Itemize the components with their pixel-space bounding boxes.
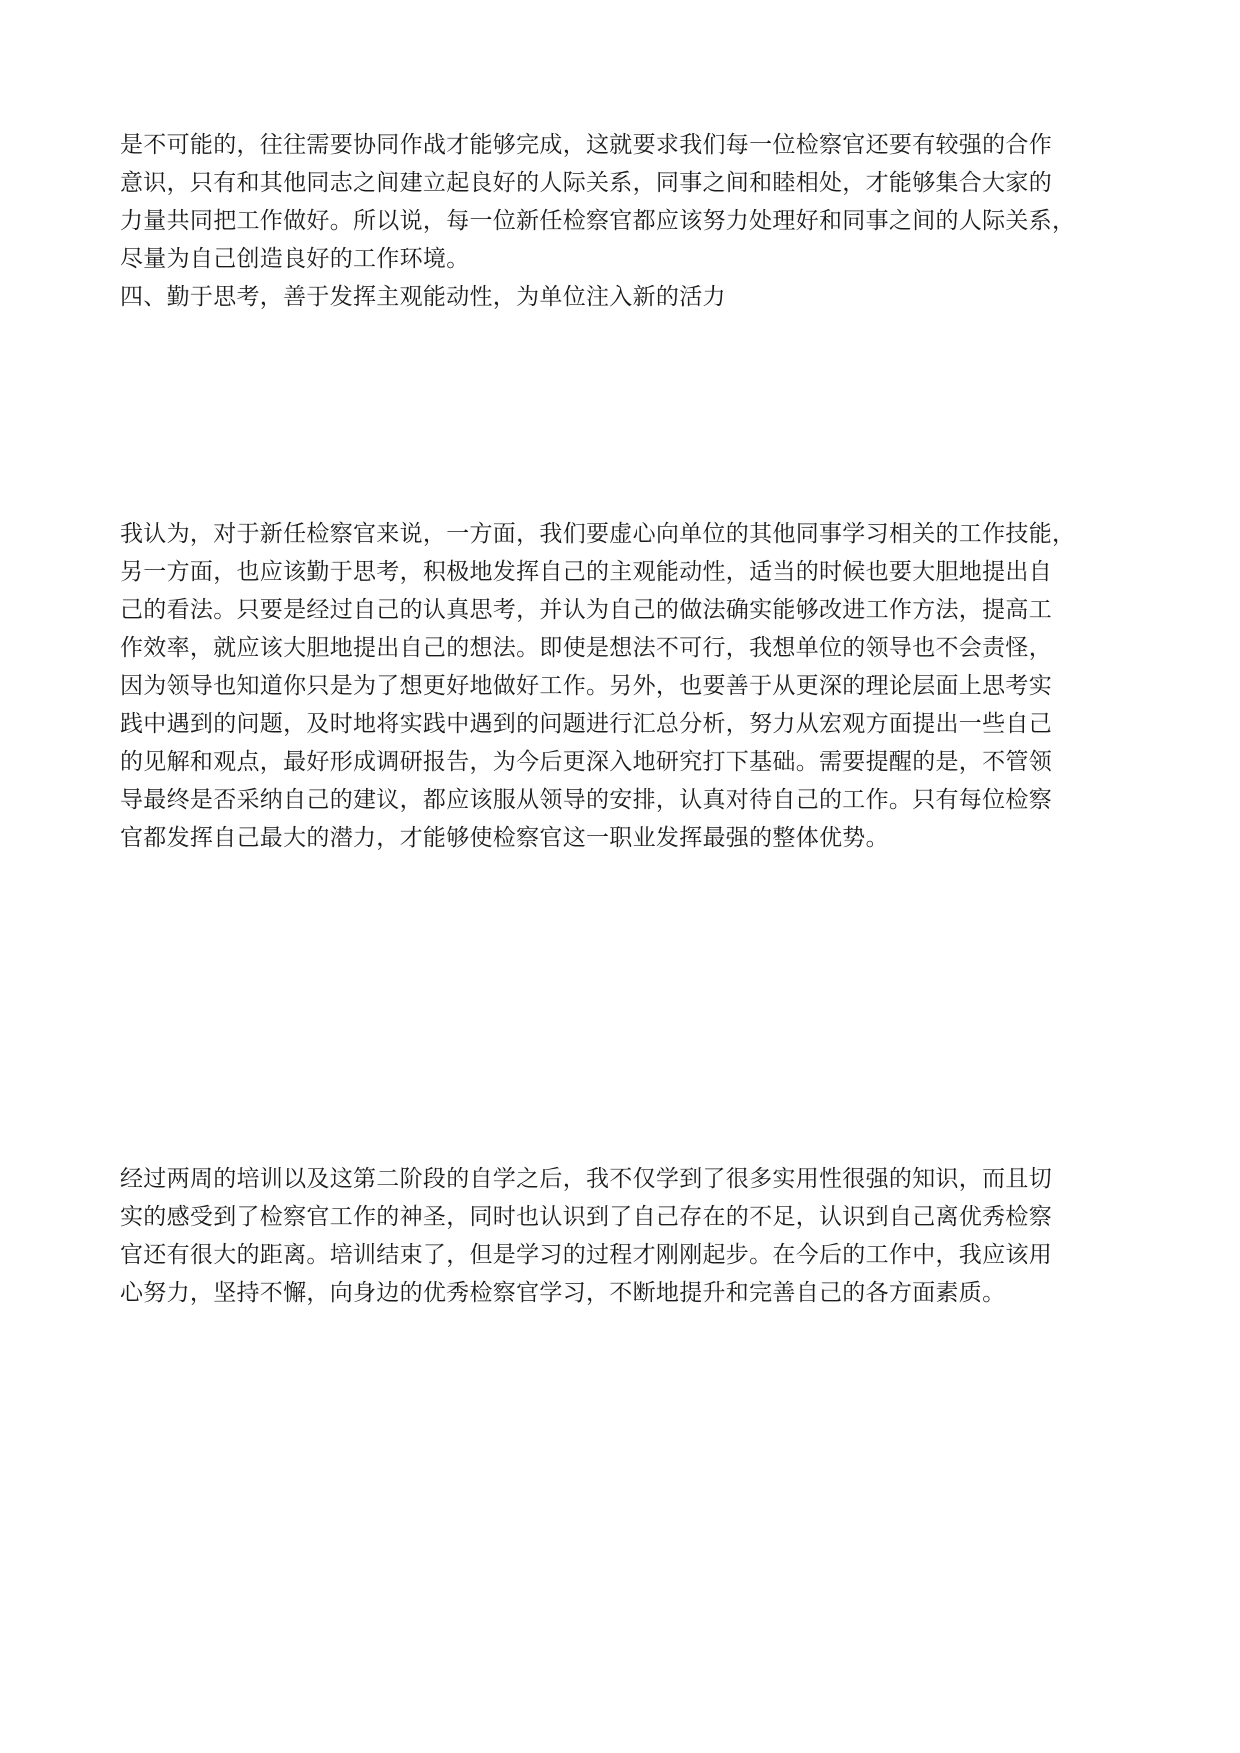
text-line: 另一方面，也应该勤于思考，积极地发挥自己的主观能动性，适当的时候也要大胆地提出自 (120, 559, 1052, 585)
paragraph-block-cooperation (120, 126, 1125, 316)
text-line: 作效率，就应该大胆地提出自己的想法。即使是想法不可行，我想单位的领导也不会责怪， (120, 635, 1052, 661)
text-line: 是不可能的，往往需要协同作战才能够完成，这就要求我们每一位检察官还要有较强的合作 (120, 132, 1052, 158)
text-line: 意识，只有和其他同志之间建立起良好的人际关系，同事之间和睦相处，才能够集合大家的 (120, 170, 1052, 196)
text-line: 的见解和观点，最好形成调研报告，为今后更深入地研究打下基础。需要提醒的是，不管领 (120, 749, 1052, 775)
text-line: 导最终是否采纳自己的建议，都应该服从领导的安排，认真对待自己的工作。只有每位检察 (120, 787, 1052, 813)
text-line: 官还有很大的距离。培训结束了，但是学习的过程才刚刚起步。在今后的工作中，我应该用 (120, 1242, 1052, 1268)
text-line: 官都发挥自己最大的潜力，才能够使检察官这一职业发挥最强的整体优势。 (120, 825, 889, 851)
text-line: 经过两周的培训以及这第二阶段的自学之后，我不仅学到了很多实用性很强的知识，而且切 (120, 1166, 1052, 1192)
text-line: 己的看法。只要是经过自己的认真思考，并认为自己的做法确实能够改进工作方法，提高工 (120, 597, 1052, 623)
text-line: 尽量为自己创造良好的工作环境。 (120, 246, 470, 272)
text-line: 力量共同把工作做好。所以说，每一位新任检察官都应该努力处理好和同事之间的人际关系， (120, 208, 1076, 234)
text-line: 实的感受到了检察官工作的神圣，同时也认识到了自己存在的不足，认识到自己离优秀检察 (120, 1204, 1052, 1230)
text-line: 我认为，对于新任检察官来说，一方面，我们要虚心向单位的其他同事学习相关的工作技能， (120, 521, 1076, 547)
paragraph-block-initiative (120, 515, 1125, 857)
text-line: 践中遇到的问题，及时地将实践中遇到的问题进行汇总分析，努力从宏观方面提出一些自己 (120, 711, 1052, 737)
text-line: 心努力，坚持不懈，向身边的优秀检察官学习，不断地提升和完善自己的各方面素质。 (120, 1280, 1006, 1306)
section-heading: 四、勤于思考，善于发挥主观能动性，为单位注入新的活力 (120, 284, 726, 310)
text-line: 因为领导也知道你只是为了想更好地做好工作。另外，也要善于从更深的理论层面上思考实 (120, 673, 1052, 699)
paragraph-block-conclusion (120, 1160, 1125, 1312)
